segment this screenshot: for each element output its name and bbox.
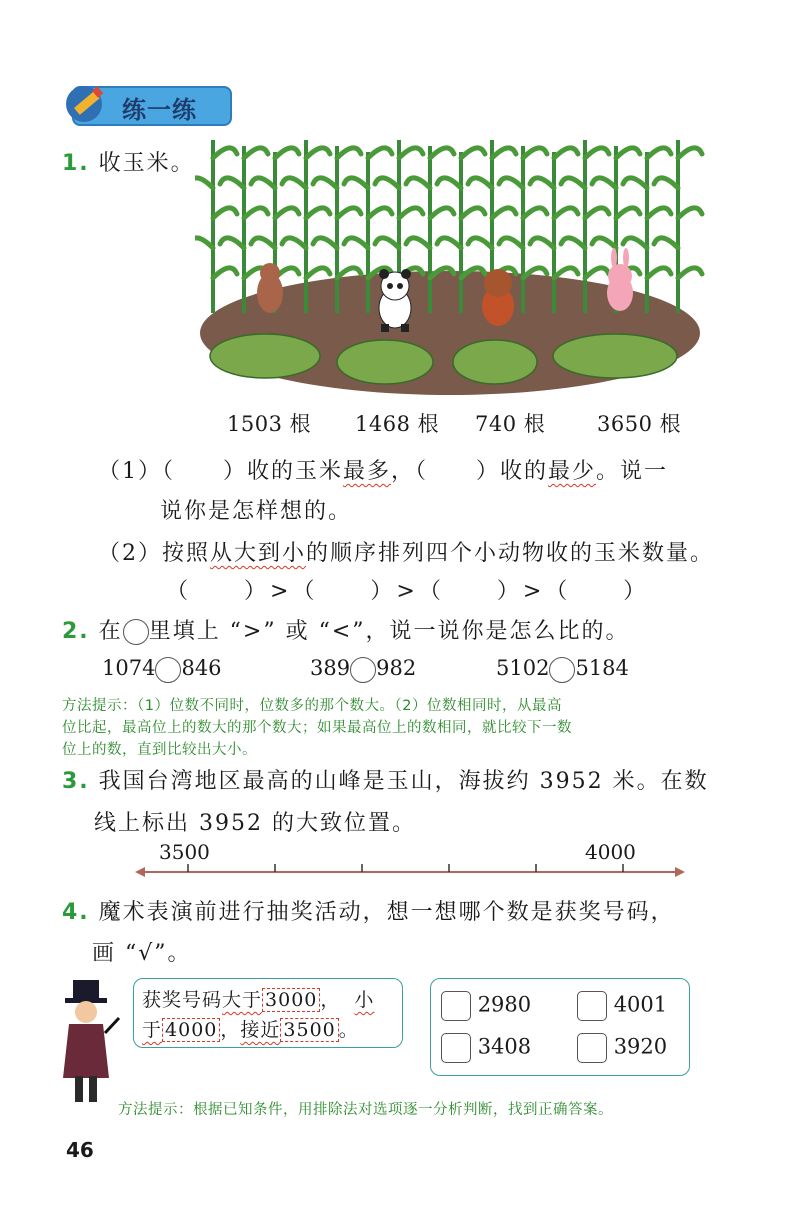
q1-sub1-line2: 说你是怎样想的。 <box>160 499 353 524</box>
compare-circle[interactable] <box>155 657 181 683</box>
q3-number: 3. <box>62 769 90 794</box>
q4-number: 4. <box>62 900 90 925</box>
q2-hint-line: 位上的数，直到比较出大小。 <box>62 742 257 758</box>
q1-order-blanks[interactable]: （ ）>（ ）>（ ）>（ ） <box>166 579 650 604</box>
axis-end-label: 4000 <box>585 840 636 864</box>
bubble-line2: 于 4000 ，接近 3500 。 <box>142 1019 359 1041</box>
compare-pair: 5102 5184 <box>496 656 629 683</box>
option-item: 2980 <box>441 991 531 1021</box>
axis-start-label: 3500 <box>159 840 210 864</box>
q4-hint: 方法提示：根据已知条件，用排除法对选项逐一分析判断，找到正确答案。 <box>118 1102 613 1118</box>
corn-pile <box>453 340 537 384</box>
q4-line2: 画 “√”。 <box>92 941 192 966</box>
number-line[interactable] <box>135 840 685 880</box>
q1-sub1-line1: （1）（ ）收的玉米最多，（ ）收的最少。说一 <box>98 459 669 484</box>
corn-field-illustration <box>195 128 705 400</box>
section-title: 练一练 <box>122 96 197 124</box>
squirrel-figure <box>257 263 283 313</box>
q2-number: 2. <box>62 619 90 644</box>
rabbit-figure <box>607 248 633 311</box>
q2-hint-line: 位比起，最高位上的数大的那个数大；如果最高位上的数相同，就比较下一数 <box>62 720 572 736</box>
q1-sub2: （2）按照从大到小的顺序排列四个小动物收的玉米数量。 <box>98 541 715 566</box>
q2-heading: 2. 在 里填上 “>” 或 “<”，说一说你是怎么比的。 <box>62 619 630 644</box>
section-header <box>62 80 228 126</box>
bear-figure <box>482 269 514 326</box>
panda-figure <box>379 269 411 332</box>
option-item: 4001 <box>577 991 667 1021</box>
q2-hint-line: 方法提示：（1）位数不同时，位数多的那个数大。（2）位数相同时，从最高 <box>62 698 562 714</box>
compare-circle[interactable] <box>549 657 575 683</box>
q4-line1: 4. 魔术表演前进行抽奖活动，想一想哪个数是获奖号码， <box>62 900 675 925</box>
bubble-line1: 获奖号码大于 3000 ， 小 <box>142 989 375 1011</box>
q3-line2: 线上标出 3952 的大致位置。 <box>94 811 416 836</box>
page-number: 46 <box>66 1138 94 1162</box>
option-checkbox[interactable] <box>441 1033 471 1063</box>
option-item: 3408 <box>441 1033 531 1063</box>
compare-circle-sample <box>123 619 149 645</box>
option-item: 3920 <box>577 1033 667 1063</box>
speech-bubble <box>133 978 403 1048</box>
compare-pair: 1074 846 <box>102 656 222 683</box>
count-label: 3650 根 <box>597 412 682 436</box>
option-checkbox[interactable] <box>441 991 471 1021</box>
option-checkbox[interactable] <box>577 991 607 1021</box>
q1-counts-row <box>0 408 800 438</box>
corn-pile <box>337 340 433 384</box>
count-label: 1503 根 <box>227 412 312 436</box>
compare-circle[interactable] <box>350 657 376 683</box>
options-panel <box>430 978 690 1076</box>
corn-stalk <box>654 140 702 313</box>
q1-title: 收玉米。 <box>98 151 195 176</box>
corn-stalk <box>195 140 237 313</box>
magician-figure <box>55 978 125 1108</box>
q1-number: 1. <box>62 151 90 176</box>
q1-heading <box>62 146 195 177</box>
q2-pairs-row <box>0 656 800 688</box>
pencil-icon <box>62 80 108 126</box>
q3-line1: 3. 我国台湾地区最高的山峰是玉山，海拔约 3952 米。在数 <box>62 769 709 794</box>
compare-pair: 389 982 <box>310 656 416 683</box>
count-label: 1468 根 <box>355 412 440 436</box>
corn-pile <box>553 334 677 378</box>
option-checkbox[interactable] <box>577 1033 607 1063</box>
corn-pile <box>210 334 320 378</box>
count-label: 740 根 <box>475 412 546 436</box>
